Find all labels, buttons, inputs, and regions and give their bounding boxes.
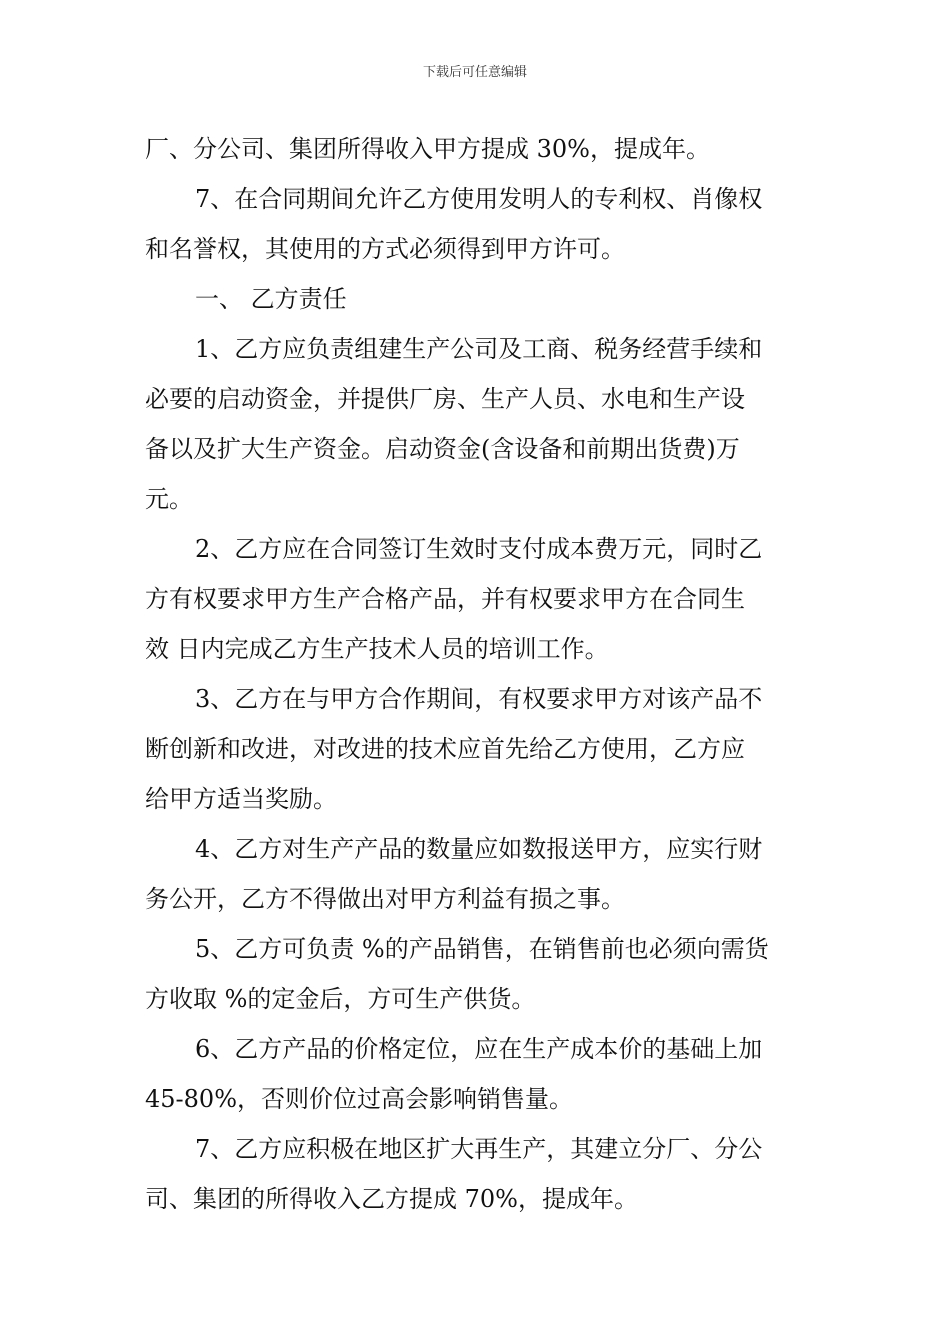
text-line: 方收取 %的定金后，方可生产供货。 [145,985,536,1013]
text-line: 7、在合同期间允许乙方使用发明人的专利权、肖像权 [195,185,763,213]
text-line: 1、乙方应负责组建生产公司及工商、税务经营手续和 [195,335,763,363]
text-line: 必要的启动资金，并提供厂房、生产人员、水电和生产设 [145,385,745,413]
text-line: 给甲方适当奖励。 [145,785,337,813]
text-line: 断创新和改进，对改进的技术应首先给乙方使用，乙方应 [145,735,745,763]
text-line: 2、乙方应在合同签订生效时支付成本费万元，同时乙 [195,535,763,563]
text-line: 备以及扩大生产资金。启动资金(含设备和前期出货费)万 [145,435,740,463]
text-line: 6、乙方产品的价格定位，应在生产成本价的基础上加 [195,1035,763,1063]
text-line: 7、乙方应积极在地区扩大再生产，其建立分厂、分公 [195,1135,763,1163]
text-line: 厂、分公司、集团所得收入甲方提成 30%，提成年。 [145,135,710,163]
text-line: 司、集团的所得收入乙方提成 70%，提成年。 [145,1185,638,1213]
text-line: 元。 [145,485,193,513]
text-line: 45-80%，否则价位过高会影响销售量。 [145,1085,573,1113]
text-line: 和名誉权，其使用的方式必须得到甲方许可。 [145,235,625,263]
page-header: 下载后可任意编辑 [422,65,527,80]
text-line: 务公开，乙方不得做出对甲方利益有损之事。 [145,885,625,913]
section-heading: 一、 乙方责任 [195,285,347,313]
text-line: 3、乙方在与甲方合作期间，有权要求甲方对该产品不 [195,685,763,713]
text-line: 4、乙方对生产产品的数量应如数报送甲方，应实行财 [195,835,763,863]
text-line: 效 日内完成乙方生产技术人员的培训工作。 [145,635,609,663]
text-line: 方有权要求甲方生产合格产品，并有权要求甲方在合同生 [145,585,745,613]
text-line: 5、乙方可负责 %的产品销售，在销售前也必须向需货 [195,935,769,963]
document-body [145,124,810,1224]
